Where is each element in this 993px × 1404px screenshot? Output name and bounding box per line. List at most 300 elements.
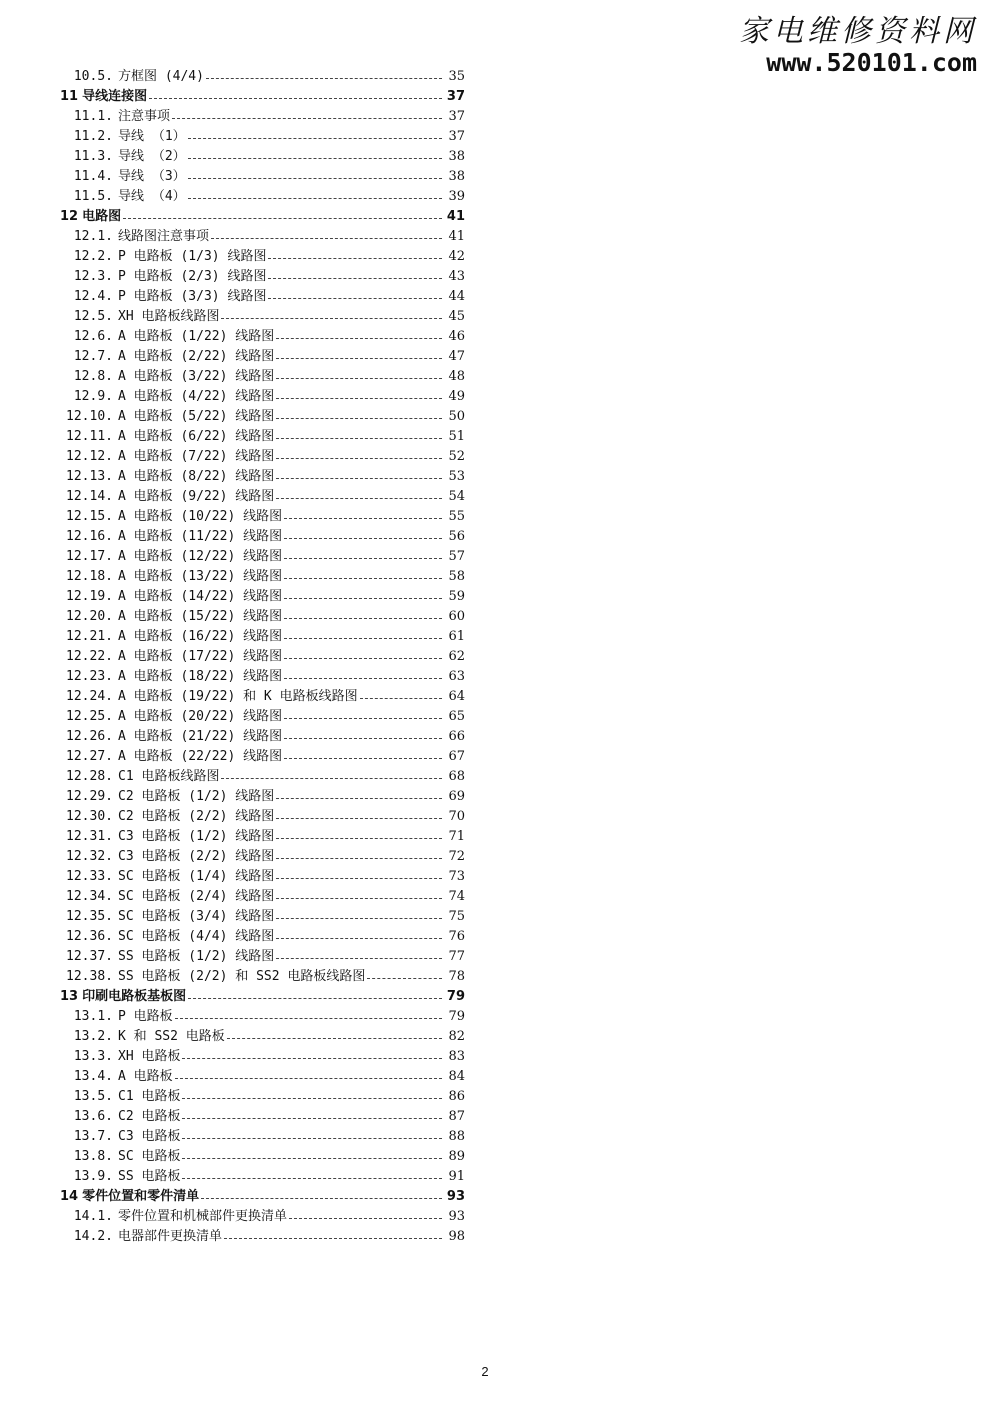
- toc-entry-number: 11.2.: [73, 129, 113, 144]
- toc-entry-page: 84: [448, 1069, 465, 1084]
- toc-entry-title: SC 电路板 (1/4) 线路图: [118, 869, 275, 884]
- toc-entry-page: 57: [448, 549, 465, 564]
- toc-entry-page: 68: [448, 769, 465, 784]
- toc-entry-number: 12.23.: [66, 669, 113, 684]
- toc-entry[interactable]: [60, 567, 465, 587]
- toc-entry-page: 50: [448, 409, 465, 424]
- toc-entry-page: 37: [446, 89, 465, 104]
- toc-entry-title: K 和 SS2 电路板: [118, 1029, 225, 1044]
- toc-entry-page: 41: [446, 209, 465, 224]
- toc-entry-number: 12.14.: [66, 489, 113, 504]
- toc-entry-number: 10.5.: [73, 69, 113, 84]
- toc-entry[interactable]: [60, 647, 465, 667]
- toc-entry-number: 13.7.: [73, 1129, 113, 1144]
- table-of-contents: [60, 67, 465, 1247]
- toc-entry-title: A 电路板 (2/22) 线路图: [118, 349, 275, 364]
- toc-entry-number: 12.32.: [66, 849, 113, 864]
- toc-dot-leader: [276, 837, 442, 839]
- toc-entry-page: 83: [448, 1049, 465, 1064]
- toc-entry-number: 14: [60, 1189, 79, 1204]
- toc-dot-leader: [276, 497, 442, 499]
- toc-dot-leader: [268, 297, 442, 299]
- toc-entry-page: 42: [448, 249, 465, 264]
- toc-entry-title: C1 电路板线路图: [118, 769, 220, 784]
- toc-entry-number: 12.2.: [73, 249, 113, 264]
- toc-entry-number: 12.15.: [66, 509, 113, 524]
- watermark-url: www.520101.com: [766, 48, 977, 77]
- toc-dot-leader: [284, 657, 442, 659]
- toc-dot-leader: [367, 977, 442, 979]
- toc-entry-title: A 电路板 (6/22) 线路图: [118, 429, 275, 444]
- toc-entry-page: 48: [448, 369, 465, 384]
- toc-entry-title: A 电路板 (12/22) 线路图: [118, 549, 283, 564]
- toc-entry-title: A 电路板 (4/22) 线路图: [118, 389, 275, 404]
- toc-entry-number: 14.2.: [73, 1229, 113, 1244]
- toc-dot-leader: [276, 937, 442, 939]
- toc-entry-page: 44: [448, 289, 465, 304]
- toc-dot-leader: [276, 437, 442, 439]
- toc-entry[interactable]: [60, 227, 465, 247]
- toc-entry-title: XH 电路板: [118, 1049, 181, 1064]
- toc-dot-leader: [211, 237, 442, 239]
- toc-entry[interactable]: [60, 767, 465, 787]
- toc-entry-page: 73: [448, 869, 465, 884]
- toc-entry[interactable]: [60, 1207, 465, 1227]
- toc-entry-title: A 电路板 (19/22) 和 K 电路板线路图: [118, 689, 358, 704]
- toc-entry-number: 11.5.: [73, 189, 113, 204]
- toc-dot-leader: [221, 777, 442, 779]
- toc-entry[interactable]: [60, 267, 465, 287]
- toc-entry[interactable]: [60, 847, 465, 867]
- toc-entry-page: 45: [448, 309, 465, 324]
- toc-entry-page: 64: [448, 689, 465, 704]
- toc-dot-leader: [224, 1237, 442, 1239]
- toc-dot-leader: [284, 517, 442, 519]
- toc-entry-title: 电器部件更换清单: [118, 1229, 223, 1244]
- toc-entry-page: 51: [448, 429, 465, 444]
- toc-entry-page: 87: [448, 1109, 465, 1124]
- toc-dot-leader: [276, 457, 442, 459]
- toc-entry[interactable]: [60, 1147, 465, 1167]
- toc-entry-number: 13.5.: [73, 1089, 113, 1104]
- toc-entry-title: C2 电路板 (1/2) 线路图: [118, 789, 275, 804]
- toc-entry-number: 12.4.: [73, 289, 113, 304]
- toc-entry-number: 14.1.: [73, 1209, 113, 1224]
- toc-entry-page: 89: [448, 1149, 465, 1164]
- toc-entry-number: 12.10.: [66, 409, 113, 424]
- toc-entry-number: 11.3.: [73, 149, 113, 164]
- toc-entry-title: SC 电路板: [118, 1149, 181, 1164]
- toc-entry-number: 12.3.: [73, 269, 113, 284]
- toc-entry-title: A 电路板: [118, 1069, 173, 1084]
- toc-entry-title: 零件位置和机械部件更换清单: [118, 1209, 288, 1224]
- toc-dot-leader: [201, 1197, 442, 1199]
- toc-entry-number: 12.9.: [73, 389, 113, 404]
- toc-dot-leader: [284, 717, 442, 719]
- toc-entry-number: 13.2.: [73, 1029, 113, 1044]
- toc-entry[interactable]: [60, 527, 465, 547]
- toc-dot-leader: [175, 1077, 442, 1079]
- toc-entry-title: A 电路板 (15/22) 线路图: [118, 609, 283, 624]
- toc-entry-title: 方框图 (4/4): [118, 69, 204, 84]
- toc-entry[interactable]: [60, 1107, 465, 1127]
- toc-entry-page: 35: [448, 69, 465, 84]
- toc-entry[interactable]: [60, 727, 465, 747]
- toc-entry-title: C3 电路板 (2/2) 线路图: [118, 849, 275, 864]
- toc-entry[interactable]: [60, 467, 465, 487]
- toc-entry[interactable]: [60, 687, 465, 707]
- toc-entry[interactable]: [60, 967, 465, 987]
- toc-entry[interactable]: [60, 907, 465, 927]
- toc-entry-title: 零件位置和零件清单: [82, 1189, 200, 1204]
- toc-dot-leader: [188, 177, 442, 179]
- toc-entry-title: A 电路板 (1/22) 线路图: [118, 329, 275, 344]
- toc-entry[interactable]: [60, 807, 465, 827]
- toc-entry-title: A 电路板 (3/22) 线路图: [118, 369, 275, 384]
- toc-dot-leader: [188, 157, 442, 159]
- toc-entry-page: 41: [448, 229, 465, 244]
- toc-entry-number: 12.8.: [73, 369, 113, 384]
- toc-entry[interactable]: [60, 167, 465, 187]
- toc-entry-title: C2 电路板: [118, 1109, 181, 1124]
- toc-dot-leader: [284, 637, 442, 639]
- toc-dot-leader: [284, 577, 442, 579]
- toc-dot-leader: [284, 677, 442, 679]
- toc-dot-leader: [182, 1117, 442, 1119]
- toc-entry-number: 12.17.: [66, 549, 113, 564]
- toc-entry-title: C3 电路板: [118, 1129, 181, 1144]
- toc-entry-page: 88: [448, 1129, 465, 1144]
- toc-entry-number: 12.31.: [66, 829, 113, 844]
- toc-entry-page: 37: [448, 129, 465, 144]
- toc-entry[interactable]: [60, 887, 465, 907]
- toc-entry-title: 印刷电路板基板图: [82, 989, 187, 1004]
- toc-entry-page: 52: [448, 449, 465, 464]
- toc-entry-title: A 电路板 (11/22) 线路图: [118, 529, 283, 544]
- toc-section-entry[interactable]: [60, 87, 465, 107]
- toc-entry-number: 12.36.: [66, 929, 113, 944]
- toc-entry-title: P 电路板 (3/3) 线路图: [118, 289, 267, 304]
- toc-entry-page: 65: [448, 709, 465, 724]
- toc-entry-page: 43: [448, 269, 465, 284]
- toc-section-entry[interactable]: [60, 987, 465, 1007]
- toc-entry-title: SC 电路板 (4/4) 线路图: [118, 929, 275, 944]
- toc-dot-leader: [276, 957, 442, 959]
- toc-entry-page: 54: [448, 489, 465, 504]
- toc-entry-title: A 电路板 (16/22) 线路图: [118, 629, 283, 644]
- toc-entry[interactable]: [60, 747, 465, 767]
- toc-dot-leader: [276, 917, 442, 919]
- toc-dot-leader: [268, 277, 442, 279]
- toc-entry[interactable]: [60, 407, 465, 427]
- toc-entry-page: 75: [448, 909, 465, 924]
- toc-entry[interactable]: [60, 1067, 465, 1087]
- toc-entry[interactable]: [60, 607, 465, 627]
- toc-entry-number: 12.26.: [66, 729, 113, 744]
- toc-entry-page: 55: [448, 509, 465, 524]
- toc-entry-page: 38: [448, 149, 465, 164]
- toc-entry-page: 70: [448, 809, 465, 824]
- toc-entry[interactable]: [60, 627, 465, 647]
- toc-entry-title: A 电路板 (20/22) 线路图: [118, 709, 283, 724]
- toc-entry[interactable]: [60, 1167, 465, 1187]
- toc-entry-title: A 电路板 (18/22) 线路图: [118, 669, 283, 684]
- toc-dot-leader: [276, 417, 442, 419]
- toc-dot-leader: [123, 217, 442, 219]
- toc-entry-number: 12.33.: [66, 869, 113, 884]
- toc-entry[interactable]: [60, 1027, 465, 1047]
- toc-entry-number: 12.30.: [66, 809, 113, 824]
- toc-dot-leader: [276, 397, 442, 399]
- toc-entry-number: 12: [60, 209, 79, 224]
- toc-entry-number: 12.19.: [66, 589, 113, 604]
- toc-dot-leader: [188, 137, 442, 139]
- toc-entry[interactable]: [60, 587, 465, 607]
- toc-entry-page: 56: [448, 529, 465, 544]
- toc-entry-title: P 电路板: [118, 1009, 173, 1024]
- toc-entry[interactable]: [60, 947, 465, 967]
- toc-entry-title: 导线 （4）: [118, 189, 186, 204]
- toc-entry-number: 13.9.: [73, 1169, 113, 1184]
- toc-entry-number: 12.5.: [73, 309, 113, 324]
- toc-entry[interactable]: [60, 1047, 465, 1067]
- toc-entry-page: 66: [448, 729, 465, 744]
- toc-entry-number: 13.3.: [73, 1049, 113, 1064]
- toc-entry-page: 47: [448, 349, 465, 364]
- toc-entry-title: SS 电路板 (1/2) 线路图: [118, 949, 275, 964]
- toc-entry[interactable]: [60, 1227, 465, 1247]
- toc-entry[interactable]: [60, 787, 465, 807]
- toc-entry[interactable]: [60, 387, 465, 407]
- toc-entry[interactable]: [60, 147, 465, 167]
- toc-entry[interactable]: [60, 287, 465, 307]
- toc-dot-leader: [284, 597, 442, 599]
- toc-entry-number: 11: [60, 89, 79, 104]
- toc-dot-leader: [284, 757, 442, 759]
- watermark: [722, 14, 977, 76]
- toc-entry-number: 12.28.: [66, 769, 113, 784]
- toc-entry-page: 38: [448, 169, 465, 184]
- toc-entry-title: SC 电路板 (3/4) 线路图: [118, 909, 275, 924]
- toc-entry-number: 13.6.: [73, 1109, 113, 1124]
- toc-entry-page: 69: [448, 789, 465, 804]
- toc-dot-leader: [284, 557, 442, 559]
- toc-dot-leader: [182, 1097, 442, 1099]
- toc-entry-title: A 电路板 (22/22) 线路图: [118, 749, 283, 764]
- toc-entry-page: 74: [448, 889, 465, 904]
- toc-entry[interactable]: [60, 1127, 465, 1147]
- toc-entry-number: 12.25.: [66, 709, 113, 724]
- toc-entry-title: A 电路板 (17/22) 线路图: [118, 649, 283, 664]
- toc-entry-page: 58: [448, 569, 465, 584]
- toc-dot-leader: [188, 197, 442, 199]
- toc-entry-page: 63: [448, 669, 465, 684]
- toc-entry[interactable]: [60, 487, 465, 507]
- toc-entry-page: 82: [448, 1029, 465, 1044]
- toc-entry[interactable]: [60, 927, 465, 947]
- toc-dot-leader: [172, 117, 442, 119]
- toc-entry-number: 13.4.: [73, 1069, 113, 1084]
- toc-entry-number: 12.22.: [66, 649, 113, 664]
- toc-entry-title: A 电路板 (13/22) 线路图: [118, 569, 283, 584]
- toc-entry-number: 12.20.: [66, 609, 113, 624]
- toc-entry-number: 12.1.: [73, 229, 113, 244]
- toc-dot-leader: [227, 1037, 442, 1039]
- toc-entry-number: 13.1.: [73, 1009, 113, 1024]
- toc-dot-leader: [276, 817, 442, 819]
- toc-entry-number: 13: [60, 989, 79, 1004]
- toc-entry[interactable]: [60, 327, 465, 347]
- toc-entry-number: 12.29.: [66, 789, 113, 804]
- toc-entry-page: 61: [448, 629, 465, 644]
- toc-entry[interactable]: [60, 867, 465, 887]
- toc-entry[interactable]: [60, 547, 465, 567]
- toc-entry-title: P 电路板 (2/3) 线路图: [118, 269, 267, 284]
- toc-entry-page: 91: [448, 1169, 465, 1184]
- toc-entry-title: XH 电路板线路图: [118, 309, 220, 324]
- toc-entry[interactable]: [60, 67, 465, 87]
- toc-entry[interactable]: [60, 187, 465, 207]
- toc-entry-page: 53: [448, 469, 465, 484]
- toc-entry-page: 79: [448, 1009, 465, 1024]
- toc-dot-leader: [276, 797, 442, 799]
- toc-dot-leader: [188, 997, 442, 999]
- toc-entry-number: 12.21.: [66, 629, 113, 644]
- toc-dot-leader: [276, 877, 442, 879]
- watermark-title: 家电维修资料网: [739, 14, 977, 49]
- toc-dot-leader: [284, 737, 442, 739]
- toc-entry-page: 46: [448, 329, 465, 344]
- toc-entry-page: 72: [448, 849, 465, 864]
- toc-entry-title: A 电路板 (7/22) 线路图: [118, 449, 275, 464]
- toc-dot-leader: [175, 1017, 442, 1019]
- toc-dot-leader: [289, 1217, 442, 1219]
- toc-entry[interactable]: [60, 127, 465, 147]
- toc-entry-title: C2 电路板 (2/2) 线路图: [118, 809, 275, 824]
- toc-dot-leader: [182, 1157, 442, 1159]
- toc-entry-page: 86: [448, 1089, 465, 1104]
- toc-entry-page: 77: [448, 949, 465, 964]
- toc-entry-title: SS 电路板 (2/2) 和 SS2 电路板线路图: [118, 969, 366, 984]
- toc-entry-title: 导线 （1）: [118, 129, 186, 144]
- toc-entry-page: 93: [448, 1209, 465, 1224]
- toc-entry-number: 12.38.: [66, 969, 113, 984]
- toc-dot-leader: [268, 257, 442, 259]
- toc-entry-number: 12.37.: [66, 949, 113, 964]
- toc-entry[interactable]: [60, 1007, 465, 1027]
- toc-entry-title: A 电路板 (5/22) 线路图: [118, 409, 275, 424]
- toc-entry-title: 线路图注意事项: [118, 229, 210, 244]
- toc-entry[interactable]: [60, 707, 465, 727]
- toc-dot-leader: [276, 337, 442, 339]
- toc-dot-leader: [182, 1177, 442, 1179]
- toc-entry-number: 12.11.: [66, 429, 113, 444]
- toc-entry-title: C3 电路板 (1/2) 线路图: [118, 829, 275, 844]
- toc-entry[interactable]: [60, 107, 465, 127]
- toc-entry-page: 60: [448, 609, 465, 624]
- toc-entry-page: 93: [446, 1189, 465, 1204]
- toc-dot-leader: [182, 1057, 442, 1059]
- toc-entry[interactable]: [60, 1087, 465, 1107]
- toc-entry-page: 37: [448, 109, 465, 124]
- toc-entry[interactable]: [60, 367, 465, 387]
- toc-entry[interactable]: [60, 347, 465, 367]
- toc-entry[interactable]: [60, 507, 465, 527]
- toc-entry[interactable]: [60, 247, 465, 267]
- toc-section-entry[interactable]: [60, 207, 465, 227]
- toc-dot-leader: [276, 357, 442, 359]
- toc-entry-number: 12.35.: [66, 909, 113, 924]
- toc-entry-title: A 电路板 (10/22) 线路图: [118, 509, 283, 524]
- toc-entry-number: 12.6.: [73, 329, 113, 344]
- toc-entry-title: 导线 （2）: [118, 149, 186, 164]
- toc-entry-title: 导线连接图: [82, 89, 148, 104]
- toc-entry-page: 79: [446, 989, 465, 1004]
- toc-entry-number: 12.24.: [66, 689, 113, 704]
- toc-entry-page: 71: [448, 829, 465, 844]
- toc-entry-number: 12.12.: [66, 449, 113, 464]
- toc-entry-page: 59: [448, 589, 465, 604]
- toc-entry-number: 12.34.: [66, 889, 113, 904]
- toc-entry-title: A 电路板 (14/22) 线路图: [118, 589, 283, 604]
- toc-entry-number: 13.8.: [73, 1149, 113, 1164]
- toc-entry-title: 电路图: [82, 209, 122, 224]
- toc-entry-page: 39: [448, 189, 465, 204]
- toc-entry-page: 62: [448, 649, 465, 664]
- toc-entry-title: SC 电路板 (2/4) 线路图: [118, 889, 275, 904]
- toc-entry-page: 78: [448, 969, 465, 984]
- toc-entry-title: P 电路板 (1/3) 线路图: [118, 249, 267, 264]
- toc-entry-number: 12.18.: [66, 569, 113, 584]
- toc-entry[interactable]: [60, 307, 465, 327]
- page-number: 2: [481, 1364, 489, 1379]
- toc-entry-title: 注意事项: [118, 109, 171, 124]
- toc-entry[interactable]: [60, 427, 465, 447]
- toc-entry-page: 67: [448, 749, 465, 764]
- toc-entry-title: 导线 （3）: [118, 169, 186, 184]
- toc-dot-leader: [284, 537, 442, 539]
- toc-entry-number: 12.13.: [66, 469, 113, 484]
- toc-dot-leader: [284, 617, 442, 619]
- toc-entry-title: A 电路板 (8/22) 线路图: [118, 469, 275, 484]
- toc-entry-title: C1 电路板: [118, 1089, 181, 1104]
- toc-section-entry[interactable]: [60, 1187, 465, 1207]
- toc-entry[interactable]: [60, 827, 465, 847]
- toc-dot-leader: [182, 1137, 442, 1139]
- toc-entry-page: 49: [448, 389, 465, 404]
- toc-dot-leader: [276, 857, 442, 859]
- toc-entry-page: 98: [448, 1229, 465, 1244]
- toc-dot-leader: [149, 97, 442, 99]
- toc-dot-leader: [276, 477, 442, 479]
- toc-entry-title: SS 电路板: [118, 1169, 181, 1184]
- toc-entry-number: 12.16.: [66, 529, 113, 544]
- toc-dot-leader: [221, 317, 442, 319]
- toc-entry-number: 11.4.: [73, 169, 113, 184]
- toc-entry-title: A 电路板 (9/22) 线路图: [118, 489, 275, 504]
- toc-entry-number: 12.7.: [73, 349, 113, 364]
- toc-dot-leader: [276, 377, 442, 379]
- toc-entry[interactable]: [60, 667, 465, 687]
- toc-dot-leader: [276, 897, 442, 899]
- toc-dot-leader: [360, 697, 442, 699]
- toc-entry-title: A 电路板 (21/22) 线路图: [118, 729, 283, 744]
- toc-entry-number: 12.27.: [66, 749, 113, 764]
- toc-entry-number: 11.1.: [73, 109, 113, 124]
- toc-dot-leader: [206, 77, 442, 79]
- toc-entry-page: 76: [448, 929, 465, 944]
- toc-entry[interactable]: [60, 447, 465, 467]
